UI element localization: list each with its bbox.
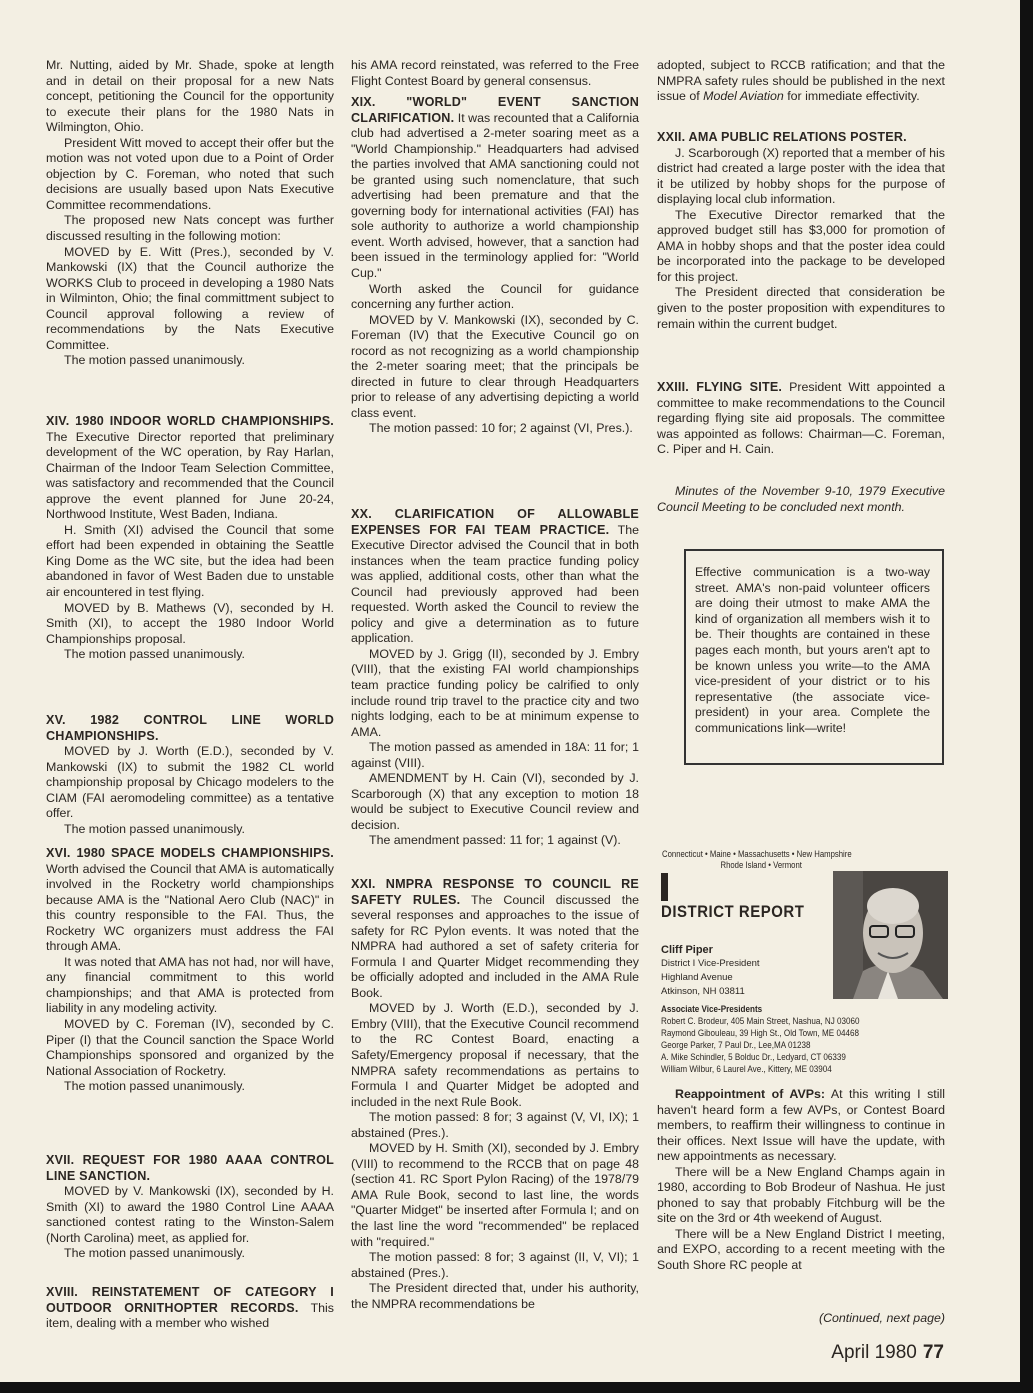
paragraph-text: The motion passed unanimously.	[64, 353, 245, 368]
section-heading: XIV. 1980 INDOOR WORLD CHAMPIONSHIPS.	[46, 414, 334, 428]
paragraph	[351, 1001, 639, 1110]
paragraph	[46, 213, 334, 244]
district-number-mark	[661, 873, 668, 901]
paragraph-text: President Witt moved to accept their offer but the motion was not voted upon due to a Point of Order objection by C. Foreman, who noted that such decisions are usually based upon Nats Executive Committee recommendations.	[46, 135, 334, 212]
paragraph-text: It was recounted that a California club had advertised a 2-meter soaring meet as a "World Championship." Headquarters had advised the parties involved that AMA sanctioning could not be granted using such nomenclature, that such advertising had been premature and that the governing body for international activities (FAI) has sole authority to authorize a world championship event. Worth advised, however, that a sanction had been issued in the terminology applied for: "World Cup."	[351, 110, 639, 281]
paragraph	[657, 146, 945, 208]
vp-portrait-photo	[833, 871, 948, 999]
paragraph-text: MOVED by J. Grigg (II), seconded by J. Embry (VIII), that the existing FAI world championships team practice funding policy be calrified to only include round trip travel to the practice city and two nights lodging, each to be at minimum expense to AMA.	[351, 646, 639, 739]
paragraph	[351, 507, 639, 647]
paragraph-text: This item, dealing with a member who wished	[46, 1300, 335, 1331]
paragraph-text: The proposed new Nats concept was further discussed resulting in the following motion:	[46, 213, 334, 244]
paragraph-text: At this writing I still haven't heard form a few AVPs, or Contest Board members, to reaffirm their willingness to continue in their offices. Next Issue will have the update, with new appointments as necessary.	[657, 1087, 945, 1164]
paragraph	[351, 771, 639, 833]
paragraph-text: MOVED by E. Witt (Pres.), seconded by V. Mankowski (IX) that the Council authorize the WORKS Club to proceed in developing a 1980 Nats in Wilminton, Ohio; the final committment subject to Council approval following a review of recommendations by the Nats Executive Committee.	[46, 244, 334, 352]
paragraph-text: The motion passed: 10 for; 2 against (VI, Pres.).	[369, 421, 633, 436]
paragraph	[46, 1246, 334, 1262]
paragraph	[351, 833, 639, 849]
paragraph-text: MOVED by J. Worth (E.D.), seconded by V. Mankowski (IX) to submit the 1982 CL world championship proposal by Chicago modelers to the CIAM (FAI aeromodeling committee) as a tentative offer.	[46, 744, 334, 821]
paragraph-text: MOVED by V. Mankowski (IX), seconded by H. Smith (XI) to award the 1980 Control Line AAAA sanctioned contest rating to the Winston-Salem (North Carolina) meet, as applied for.	[46, 1184, 334, 1245]
paragraph-text: The President directed that consideration be given to the poster proposition with expenditures to remain within the current budget.	[657, 285, 945, 331]
paragraph	[46, 1017, 334, 1079]
text-section	[46, 58, 334, 369]
paragraph	[46, 245, 334, 354]
paragraph	[46, 353, 334, 369]
paragraph-text: The motion passed: 8 for; 3 against (V, VI, IX); 1 abstained (Pres.).	[351, 1110, 639, 1140]
section-heading: XVI. 1980 SPACE MODELS CHAMPIONSHIPS.	[46, 846, 334, 860]
paragraph-text: The Executive Director advised the Council that in both instances when the team practice funding policy was applied, additional costs, other than what the Council had previously approved had been requested. Worth asked the Council to review the policy and give a determination as to future application.	[351, 522, 639, 646]
paragraph-text: The Council discussed the several responses and approaches to the issue of safety for RC Pylon events. It was noted that the NMPRA had authored a set of safety criteria for Formula I and Quarter Midget recommending they be officially adopted and included in the AMA Rule Book.	[351, 892, 640, 1000]
paragraph-text: It was noted that AMA has not had, nor will have, any financial commitment to this world championships; and that AMA is protected from liability in any modeling activity.	[46, 954, 334, 1016]
paragraph-text: Worth advised the Council that AMA is automatically involved in the Rocketry world championships because AMA is the "National Aero Club (NAC)" in this country responsible to the FAI. Thus, the Rocketry WC organizers must address the FAI through AMA.	[46, 861, 334, 954]
page-number: 77	[922, 1342, 944, 1363]
district-report-text	[657, 1087, 945, 1274]
paragraph	[351, 95, 639, 282]
paragraph	[46, 846, 334, 955]
page-footer	[700, 1342, 944, 1364]
avp-item: William Wilbur, 6 Laurel Ave., Kittery, ME 03904	[661, 1064, 832, 1074]
paragraph	[351, 1281, 639, 1312]
district-report-title: DISTRICT REPORT	[661, 902, 805, 921]
minutes-section	[46, 713, 334, 837]
communication-callout-box	[684, 549, 944, 765]
text-section	[351, 58, 639, 89]
paragraph	[46, 1079, 334, 1095]
paragraph	[46, 523, 334, 601]
callout-text: Effective communication is a two-way street. AMA's non-paid volunteer officers are doing their utmost to make AMA the kind of organization all members wish it to be. Their thoughts are contained in these pages each month, but yours aren't apt to be known unless you write—to the AMA vice-president of your district or to his representative (the associate vice-president) in your area. Complete the communications link—write!	[695, 565, 930, 735]
minutes-section	[351, 95, 639, 437]
paragraph-text: AMENDMENT by H. Cain (VI), seconded by J. Scarborough (X) that any exception to motion 18 would be subject to Executive Council review and decision.	[351, 771, 639, 832]
paragraph	[46, 647, 334, 663]
paragraph	[46, 822, 334, 838]
paragraph	[46, 58, 334, 136]
section-heading: XX. CLARIFICATION OF ALLOWABLE EXPENSES FOR FAI TEAM PRACTICE.	[351, 507, 639, 537]
vp-title: District I Vice-President	[661, 958, 760, 969]
vp-name: Cliff Piper	[661, 944, 713, 956]
paragraph	[351, 1250, 639, 1281]
paragraph-text: his AMA record reinstated, was referred to the Free Flight Contest Board by general consensus.	[351, 58, 639, 88]
text-section	[657, 484, 945, 515]
vp-city: Atkinson, NH 03811	[661, 986, 745, 997]
report-paragraph: There will be a New England District I meeting, and EXPO, according to a recent meeting with the South Shore RC people at	[657, 1226, 945, 1273]
paragraph	[46, 1184, 334, 1246]
paragraph	[46, 1285, 334, 1332]
paragraph	[46, 744, 334, 822]
paragraph-text: MOVED by J. Worth (E.D.), seconded by J. Embry (VIII), that the Executive Council recommend to the RC Contest Board, enacting a Safety/Emergency proposal if necessary, that the NMPRA safety recommendations as pertains to Formula I and Quarter Midget be adopted and included in the next Rule Book.	[351, 1001, 639, 1109]
paragraph-text: Mr. Nutting, aided by Mr. Shade, spoke at length and in detail on their proposal for a new Nats concept, petitioning the Council for the opportunity to execute their plans for the 1980 Nats in Wilmington, Ohio.	[46, 58, 334, 135]
minutes-section	[46, 1153, 334, 1262]
section-heading: XXIII. FLYING SITE.	[657, 380, 783, 394]
report-paragraph	[657, 1087, 945, 1165]
paragraph	[657, 285, 945, 332]
vp-street: Highland Avenue	[661, 972, 733, 983]
paragraph-text: MOVED by B. Mathews (V), seconded by H. Smith (XI), to accept the 1980 Indoor World Championships proposal.	[46, 600, 334, 646]
minutes-section	[351, 877, 639, 1312]
paragraph-text: The Executive Director reported that preliminary development of the WC operation, by Ray Harlan, Chairman of the Indoor Team Selection Committee, was satisfactory and recommended that the Council approve the event planned for June 20-24, Northwood Institute, West Baden, Indiana.	[46, 429, 334, 522]
paragraph	[351, 740, 639, 771]
paragraph	[351, 282, 639, 313]
paragraph	[46, 414, 334, 523]
paragraph-text: for immediate effectivity.	[783, 89, 920, 104]
section-heading: XXII. AMA PUBLIC RELATIONS POSTER.	[657, 130, 907, 144]
avp-label: Associate Vice-Presidents	[661, 1004, 763, 1014]
section-heading: XVII. REQUEST FOR 1980 AAAA CONTROL LINE SANCTION.	[46, 1153, 334, 1183]
continued-note: (Continued, next page)	[818, 1311, 945, 1325]
paragraph	[657, 484, 945, 515]
paragraph	[46, 955, 334, 1017]
minutes-section	[657, 130, 945, 332]
district-states	[662, 849, 877, 871]
section-heading: XV. 1982 CONTROL LINE WORLD CHAMPIONSHIPS.	[46, 713, 334, 743]
paragraph-text: The President directed that, under his authority, the NMPRA recommendations be	[351, 1281, 639, 1311]
paragraph-text: The amendment passed: 11 for; 1 against (V).	[369, 833, 621, 848]
paragraph	[351, 877, 639, 1001]
paragraph	[657, 208, 945, 286]
paragraph-text: The motion passed unanimously.	[64, 1246, 245, 1261]
paragraph	[351, 421, 639, 437]
section-heading: XVIII. REINSTATEMENT OF CATEGORY I OUTDOOR ORNITHOPTER RECORDS.	[46, 1285, 334, 1315]
paragraph	[351, 647, 639, 740]
paragraph-text: President Witt appointed a committee to make recommendations to the Council regarding flying site aid proposals. The committee was appointed as follows: Chairman—C. Foreman, C. Piper and H. Cain.	[657, 380, 945, 457]
paragraph-text: The motion passed: 8 for; 3 against (II, V, VI); 1 abstained (Pres.).	[351, 1250, 639, 1280]
minutes-section	[46, 1285, 334, 1332]
issue-date: April 1980	[831, 1342, 917, 1363]
states-line: Connecticut • Maine • Massachusetts • New Hampshire	[662, 849, 852, 859]
paragraph	[351, 1110, 639, 1141]
paragraph-text: The Executive Director remarked that the approved budget still has $3,000 for promotion of AMA in hobby shops and that the poster idea could be incorporated into the package to be developed for this project.	[657, 207, 945, 284]
paragraph	[351, 313, 639, 422]
section-heading: XIX. "WORLD" EVENT SANCTION CLARIFICATION.	[351, 95, 639, 125]
associate-vps	[661, 1003, 931, 1075]
paragraph	[351, 1141, 639, 1250]
text-section	[657, 58, 945, 105]
avp-item: Raymond Gibouleau, 39 High St., Old Town, ME 04468	[661, 1028, 859, 1038]
paragraph-text: adopted, subject to RCCB ratification; and that the NMPRA safety rules should be published in the next issue of	[657, 58, 945, 104]
paragraph-text: Minutes of the November 9-10, 1979 Executive Council Meeting to be concluded next month.	[657, 484, 945, 514]
paragraph	[657, 380, 945, 458]
paragraph-text: The motion passed unanimously.	[64, 647, 245, 662]
paragraph	[657, 58, 945, 105]
minutes-section	[657, 380, 945, 458]
avp-item: Robert C. Brodeur, 405 Main Street, Nashua, NJ 03060	[661, 1016, 860, 1026]
avp-item: George Parker, 7 Paul Dr., Lee,MA 01238	[661, 1040, 811, 1050]
minutes-section	[351, 507, 639, 849]
section-heading: XXI. NMPRA RESPONSE TO COUNCIL RE SAFETY RULES.	[351, 877, 639, 907]
paragraph-text: The motion passed unanimously.	[64, 821, 245, 836]
minutes-section	[46, 846, 334, 1095]
paragraph-text: H. Smith (XI) advised the Council that some effort had been expended in obtaining the Seattle King Dome as the WC site, but the idea had been abandoned in favor of West Baden due to unstable air encountered in test flying.	[46, 522, 334, 600]
avp-item: A. Mike Schindler, 5 Bolduc Dr., Ledyard, CT 06339	[661, 1052, 846, 1062]
magazine-title: Model Aviation	[703, 89, 784, 104]
states-line: Rhode Island • Vermont	[720, 860, 802, 870]
paragraph-text: Worth asked the Council for guidance concerning any further action.	[351, 281, 639, 312]
paragraph-text: J. Scarborough (X) reported that a member of his district had created a large poster with the idea that it be utilized by hobby shops for the purpose of displaying local club information.	[657, 145, 945, 207]
paragraph	[46, 601, 334, 648]
paragraph	[351, 58, 639, 89]
paragraph-text: MOVED by H. Smith (XI), seconded by J. Embry (VIII) to recommend to the RCCB that on page 48 (section 41. RC Sport Pylon Racing) of the 1978/79 AMA Rule Book, second to last line, the words "Quarter Midget" be inserted after Formula I; and on the last line the word "recommended" be replaced with "required."	[351, 1141, 639, 1249]
paragraph-text: MOVED by V. Mankowski (IX), seconded by C. Foreman (IV) that the Executive Council go on rocord as not recognizing as a world championship the 2-meter soaring meet; that the principals be directed in future to clear through Headquarters prior to release of any advertising depicting a world class event.	[351, 312, 639, 420]
vice-president-info	[661, 943, 760, 999]
paragraph	[46, 136, 334, 214]
paragraph-text: MOVED by C. Foreman (IV), seconded by C. Piper (I) that the Council sanction the Space World Championships sponsored and organized by the National Association of Rocketry.	[46, 1017, 334, 1078]
minutes-section	[46, 414, 334, 663]
paragraph-text: The motion passed unanimously.	[64, 1079, 245, 1094]
lead-in: Reappointment of AVPs:	[675, 1087, 826, 1101]
report-paragraph: There will be a New England Champs again in 1980, according to Bob Brodeur of Nashua. He just phoned to say that probably Fitchburg will be the site on the 3rd or 4th weekend of August.	[657, 1164, 945, 1226]
paragraph-text: The motion passed as amended in 18A: 11 for; 1 against (VIII).	[351, 740, 639, 770]
